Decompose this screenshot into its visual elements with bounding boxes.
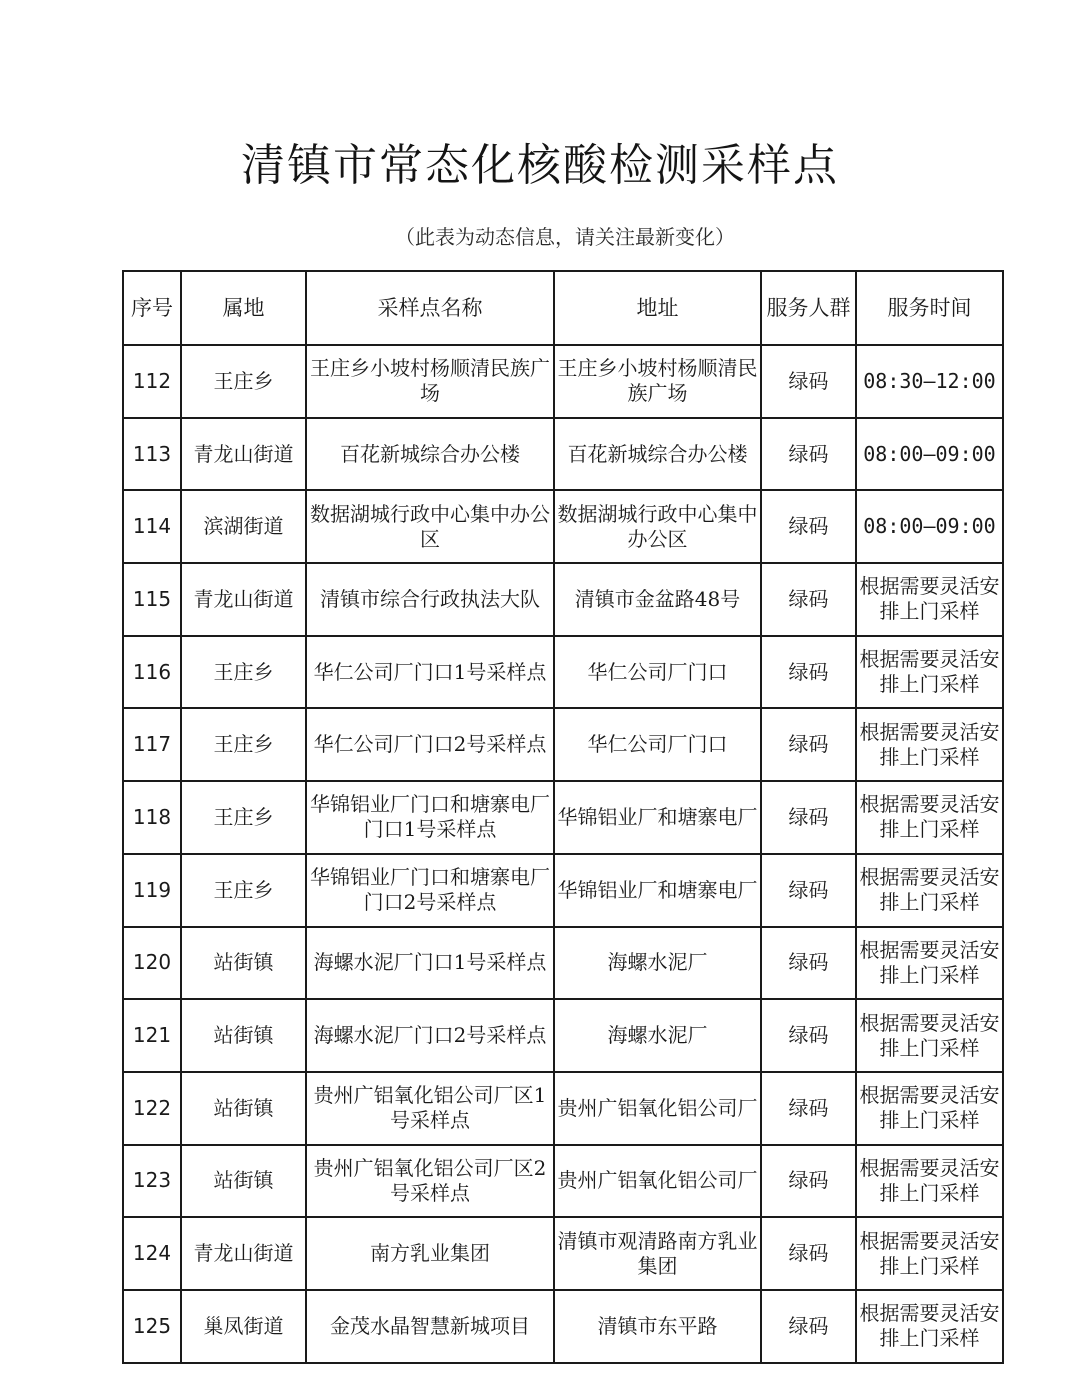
cell-index: 113	[123, 418, 181, 491]
cell-site-name: 华仁公司厂门口1号采样点	[306, 636, 554, 709]
cell-index: 125	[123, 1290, 181, 1363]
cell-address: 清镇市观清路南方乳业集团	[554, 1217, 761, 1290]
table-row	[123, 636, 1003, 709]
cell-site-name: 贵州广铝氧化铝公司厂区1号采样点	[306, 1072, 554, 1145]
cell-address: 贵州广铝氧化铝公司厂	[554, 1145, 761, 1218]
cell-service-group: 绿码	[761, 636, 856, 709]
cell-site-name: 数据湖城行政中心集中办公区	[306, 490, 554, 563]
header-address: 地址	[554, 271, 761, 345]
header-service-time: 服务时间	[856, 271, 1003, 345]
cell-address: 数据湖城行政中心集中办公区	[554, 490, 761, 563]
header-district: 属地	[181, 271, 306, 345]
cell-index: 112	[123, 345, 181, 418]
cell-district: 站街镇	[181, 1072, 306, 1145]
cell-district: 王庄乡	[181, 781, 306, 854]
cell-district: 青龙山街道	[181, 563, 306, 636]
table-row	[123, 345, 1003, 418]
table-row	[123, 854, 1003, 927]
cell-site-name: 百花新城综合办公楼	[306, 418, 554, 491]
cell-index: 123	[123, 1145, 181, 1218]
table-row	[123, 1072, 1003, 1145]
cell-service-group: 绿码	[761, 854, 856, 927]
table-row	[123, 708, 1003, 781]
cell-service-time: 根据需要灵活安排上门采样	[856, 999, 1003, 1072]
cell-address: 清镇市东平路	[554, 1290, 761, 1363]
cell-service-group: 绿码	[761, 418, 856, 491]
cell-service-time: 根据需要灵活安排上门采样	[856, 927, 1003, 1000]
table-row	[123, 490, 1003, 563]
cell-service-time: 08:00—09:00	[856, 418, 1003, 491]
cell-service-group: 绿码	[761, 927, 856, 1000]
header-service-group: 服务人群	[761, 271, 856, 345]
table-body	[123, 345, 1003, 1363]
table-row	[123, 781, 1003, 854]
cell-index: 114	[123, 490, 181, 563]
cell-district: 王庄乡	[181, 636, 306, 709]
cell-service-time: 根据需要灵活安排上门采样	[856, 1290, 1003, 1363]
table-row	[123, 927, 1003, 1000]
page-subtitle: （此表为动态信息，请关注最新变化）	[395, 225, 735, 249]
cell-site-name: 金茂水晶智慧新城项目	[306, 1290, 554, 1363]
cell-address: 华锦铝业厂和塘寨电厂	[554, 781, 761, 854]
cell-service-group: 绿码	[761, 563, 856, 636]
cell-index: 121	[123, 999, 181, 1072]
cell-district: 站街镇	[181, 999, 306, 1072]
cell-index: 119	[123, 854, 181, 927]
cell-index: 118	[123, 781, 181, 854]
cell-address: 王庄乡小坡村杨顺清民族广场	[554, 345, 761, 418]
cell-service-time: 根据需要灵活安排上门采样	[856, 563, 1003, 636]
cell-site-name: 华仁公司厂门口2号采样点	[306, 708, 554, 781]
header-index: 序号	[123, 271, 181, 345]
cell-service-time: 根据需要灵活安排上门采样	[856, 1217, 1003, 1290]
cell-site-name: 华锦铝业厂门口和塘寨电厂门口2号采样点	[306, 854, 554, 927]
cell-service-group: 绿码	[761, 345, 856, 418]
cell-site-name: 清镇市综合行政执法大队	[306, 563, 554, 636]
cell-index: 116	[123, 636, 181, 709]
cell-service-time: 08:30—12:00	[856, 345, 1003, 418]
table-row	[123, 1217, 1003, 1290]
cell-service-time: 根据需要灵活安排上门采样	[856, 1145, 1003, 1218]
table-row	[123, 1145, 1003, 1218]
cell-service-group: 绿码	[761, 1072, 856, 1145]
cell-district: 青龙山街道	[181, 418, 306, 491]
cell-site-name: 海螺水泥厂门口1号采样点	[306, 927, 554, 1000]
cell-index: 122	[123, 1072, 181, 1145]
table-row	[123, 1290, 1003, 1363]
cell-district: 巢凤街道	[181, 1290, 306, 1363]
cell-service-group: 绿码	[761, 781, 856, 854]
cell-district: 站街镇	[181, 927, 306, 1000]
cell-service-group: 绿码	[761, 1217, 856, 1290]
cell-service-group: 绿码	[761, 1290, 856, 1363]
cell-address: 华仁公司厂门口	[554, 708, 761, 781]
cell-site-name: 贵州广铝氧化铝公司厂区2号采样点	[306, 1145, 554, 1218]
cell-service-time: 根据需要灵活安排上门采样	[856, 1072, 1003, 1145]
cell-service-time: 根据需要灵活安排上门采样	[856, 708, 1003, 781]
cell-site-name: 南方乳业集团	[306, 1217, 554, 1290]
cell-site-name: 王庄乡小坡村杨顺清民族广场	[306, 345, 554, 418]
cell-index: 115	[123, 563, 181, 636]
cell-index: 117	[123, 708, 181, 781]
cell-district: 站街镇	[181, 1145, 306, 1218]
cell-address: 清镇市金盆路48号	[554, 563, 761, 636]
sampling-sites-table	[122, 270, 1004, 1364]
header-site-name: 采样点名称	[306, 271, 554, 345]
cell-service-time: 根据需要灵活安排上门采样	[856, 636, 1003, 709]
cell-service-group: 绿码	[761, 1145, 856, 1218]
cell-district: 王庄乡	[181, 708, 306, 781]
cell-site-name: 华锦铝业厂门口和塘寨电厂门口1号采样点	[306, 781, 554, 854]
cell-address: 贵州广铝氧化铝公司厂	[554, 1072, 761, 1145]
cell-address: 华锦铝业厂和塘寨电厂	[554, 854, 761, 927]
cell-service-group: 绿码	[761, 999, 856, 1072]
cell-address: 百花新城综合办公楼	[554, 418, 761, 491]
cell-service-group: 绿码	[761, 708, 856, 781]
cell-index: 124	[123, 1217, 181, 1290]
cell-district: 青龙山街道	[181, 1217, 306, 1290]
cell-site-name: 海螺水泥厂门口2号采样点	[306, 999, 554, 1072]
cell-address: 海螺水泥厂	[554, 999, 761, 1072]
cell-service-time: 根据需要灵活安排上门采样	[856, 854, 1003, 927]
cell-service-time: 根据需要灵活安排上门采样	[856, 781, 1003, 854]
cell-district: 滨湖街道	[181, 490, 306, 563]
page-title: 清镇市常态化核酸检测采样点	[241, 140, 839, 191]
cell-address: 海螺水泥厂	[554, 927, 761, 1000]
cell-district: 王庄乡	[181, 854, 306, 927]
table-header-row	[123, 271, 1003, 345]
cell-address: 华仁公司厂门口	[554, 636, 761, 709]
cell-district: 王庄乡	[181, 345, 306, 418]
table-row	[123, 418, 1003, 491]
cell-service-time: 08:00—09:00	[856, 490, 1003, 563]
table-row	[123, 999, 1003, 1072]
table-row	[123, 563, 1003, 636]
cell-index: 120	[123, 927, 181, 1000]
cell-service-group: 绿码	[761, 490, 856, 563]
